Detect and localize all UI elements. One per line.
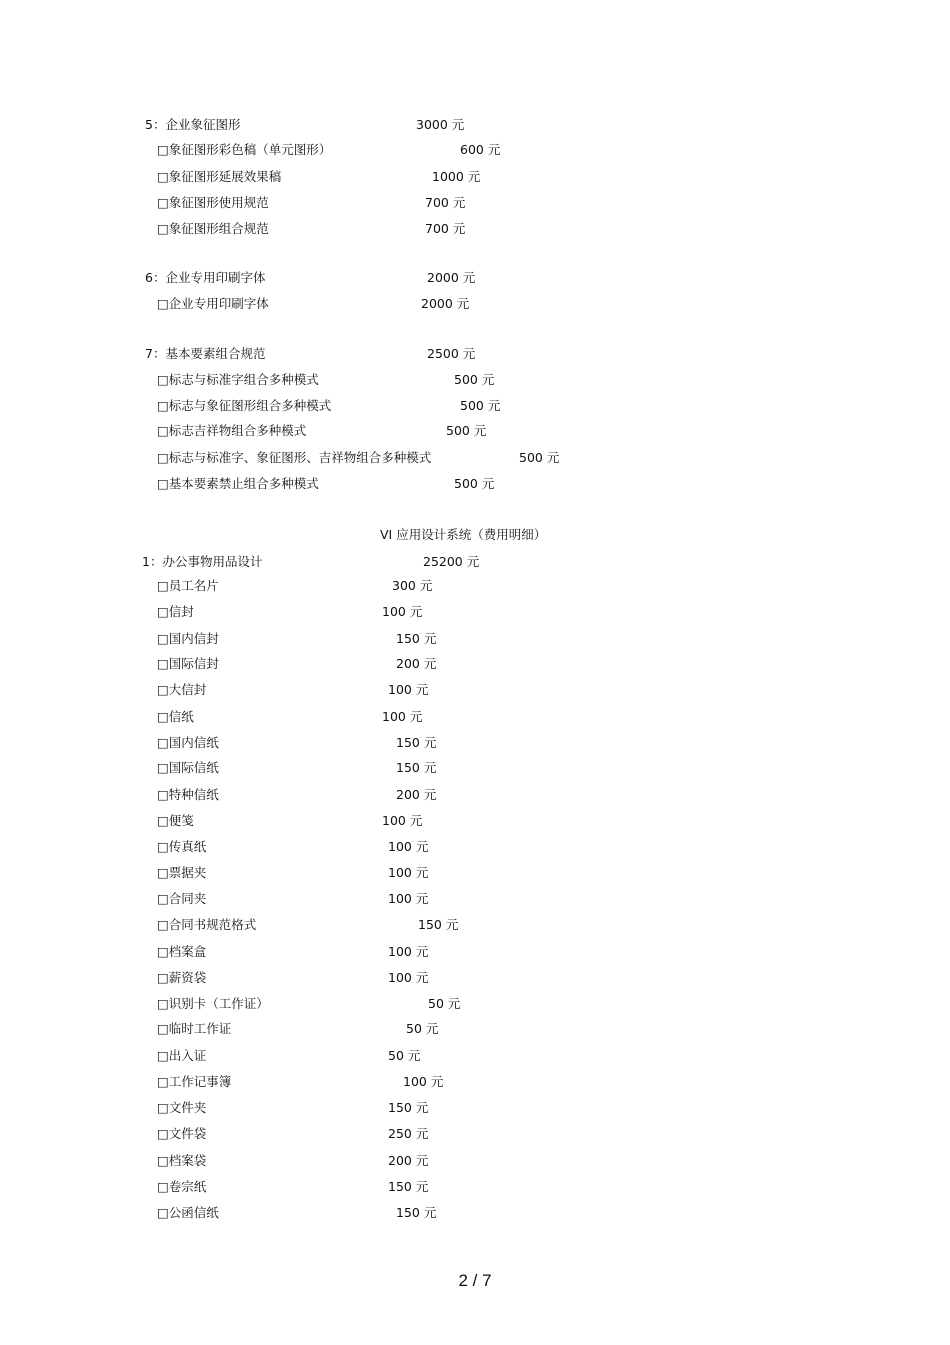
- item-price: 150 元: [418, 917, 459, 932]
- item-label: □国内信封: [157, 631, 219, 646]
- item-label: □文件夹: [157, 1100, 207, 1115]
- item-label: □信封: [157, 604, 194, 619]
- item-label: □文件袋: [157, 1126, 207, 1141]
- list-item: [0, 785, 950, 805]
- section-6-header: [0, 268, 950, 288]
- item-price: 150 元: [388, 1179, 429, 1194]
- list-item: [0, 576, 950, 596]
- list-item: [0, 1124, 950, 1144]
- list-item: [0, 370, 950, 390]
- list-item: [0, 968, 950, 988]
- item-label: □出入证: [157, 1048, 207, 1063]
- list-item: [0, 863, 950, 883]
- list-item: [0, 733, 950, 753]
- list-item: [0, 193, 950, 213]
- list-item: [0, 837, 950, 857]
- item-price: 150 元: [388, 1100, 429, 1115]
- item-price: 150 元: [396, 1205, 437, 1220]
- item-price: 100 元: [388, 944, 429, 959]
- item-label: 6：企业专用印刷字体: [145, 270, 266, 285]
- item-price: 600 元: [460, 142, 501, 157]
- item-price: 500 元: [446, 423, 487, 438]
- item-price: 100 元: [388, 839, 429, 854]
- item-price: 500 元: [454, 476, 495, 491]
- list-item: [0, 219, 950, 239]
- item-label: □信纸: [157, 709, 194, 724]
- list-item: [0, 1203, 950, 1223]
- item-price: 100 元: [382, 709, 423, 724]
- item-price: 2500 元: [427, 346, 476, 361]
- list-item: [0, 294, 950, 314]
- item-price: 250 元: [388, 1126, 429, 1141]
- item-label: □特种信纸: [157, 787, 219, 802]
- section-5-header: [0, 115, 950, 135]
- item-price: 2000 元: [427, 270, 476, 285]
- item-label: □国内信纸: [157, 735, 219, 750]
- list-item: [0, 707, 950, 727]
- list-item: [0, 474, 950, 494]
- item-label: □象征图形彩色稿（单元图形）: [157, 142, 332, 157]
- list-item: [0, 994, 950, 1014]
- item-price: 500 元: [460, 398, 501, 413]
- item-label: □档案袋: [157, 1153, 207, 1168]
- list-item: [0, 448, 950, 468]
- item-label: □票据夹: [157, 865, 207, 880]
- list-item: [0, 1046, 950, 1066]
- item-label: 5：企业象征图形: [145, 117, 241, 132]
- item-label: □识别卡（工作证）: [157, 996, 269, 1011]
- item-label: □国际信封: [157, 656, 219, 671]
- page-number: 2 / 7: [458, 1271, 492, 1290]
- item-label: □国际信纸: [157, 760, 219, 775]
- item-price: 200 元: [396, 787, 437, 802]
- item-label: 7：基本要素组合规范: [145, 346, 266, 361]
- item-label: □基本要素禁止组合多种模式: [157, 476, 319, 491]
- item-label: □公函信纸: [157, 1205, 219, 1220]
- item-price: 1000 元: [432, 169, 481, 184]
- list-item: [0, 1098, 950, 1118]
- item-label: □便笺: [157, 813, 194, 828]
- item-label: □大信封: [157, 682, 207, 697]
- item-price: 100 元: [388, 891, 429, 906]
- item-label: □合同书规范格式: [157, 917, 257, 932]
- list-item: [0, 1151, 950, 1171]
- item-label: □标志与象征图形组合多种模式: [157, 398, 332, 413]
- item-price: 100 元: [382, 604, 423, 619]
- section-7-header: [0, 344, 950, 364]
- list-item: [0, 629, 950, 649]
- item-price: 25200 元: [423, 554, 480, 569]
- item-price: 100 元: [388, 970, 429, 985]
- item-label: □合同夹: [157, 891, 207, 906]
- item-price: 100 元: [403, 1074, 444, 1089]
- list-item: [0, 889, 950, 909]
- item-label: □象征图形组合规范: [157, 221, 269, 236]
- item-label: 1：办公事物用品设计: [142, 554, 263, 569]
- item-label: □企业专用印刷字体: [157, 296, 269, 311]
- item-price: 150 元: [396, 631, 437, 646]
- item-price: 3000 元: [416, 117, 465, 132]
- item-label: □员工名片: [157, 578, 219, 593]
- list-item: [0, 167, 950, 187]
- item-label: □标志与标准字组合多种模式: [157, 372, 319, 387]
- item-price: 50 元: [406, 1021, 439, 1036]
- list-item: [0, 1019, 950, 1039]
- list-item: [0, 680, 950, 700]
- list-item: [0, 1177, 950, 1197]
- item-label: □象征图形使用规范: [157, 195, 269, 210]
- item-label: □传真纸: [157, 839, 207, 854]
- item-price: 200 元: [396, 656, 437, 671]
- item-label: □标志吉祥物组合多种模式: [157, 423, 307, 438]
- office-section-header: [0, 552, 950, 572]
- list-item: [0, 654, 950, 674]
- item-label: □档案盒: [157, 944, 207, 959]
- list-item: [0, 421, 950, 441]
- item-label: □标志与标准字、象征图形、吉祥物组合多种模式: [157, 450, 432, 465]
- list-item: [0, 758, 950, 778]
- item-label: □临时工作证: [157, 1021, 232, 1036]
- section-title: VI 应用设计系统（费用明细）: [380, 527, 547, 542]
- item-price: 500 元: [519, 450, 560, 465]
- list-item: [0, 915, 950, 935]
- list-item: [0, 1072, 950, 1092]
- list-item: [0, 942, 950, 962]
- item-label: □象征图形延展效果稿: [157, 169, 282, 184]
- item-price: 300 元: [392, 578, 433, 593]
- list-item: [0, 140, 950, 160]
- item-price: 100 元: [382, 813, 423, 828]
- item-price: 2000 元: [421, 296, 470, 311]
- item-label: □工作记事簿: [157, 1074, 232, 1089]
- item-price: 200 元: [388, 1153, 429, 1168]
- item-price: 50 元: [428, 996, 461, 1011]
- item-label: □薪资袋: [157, 970, 207, 985]
- item-price: 150 元: [396, 735, 437, 750]
- list-item: [0, 396, 950, 416]
- item-label: □卷宗纸: [157, 1179, 207, 1194]
- item-price: 150 元: [396, 760, 437, 775]
- item-price: 50 元: [388, 1048, 421, 1063]
- list-item: [0, 602, 950, 622]
- item-price: 500 元: [454, 372, 495, 387]
- item-price: 100 元: [388, 865, 429, 880]
- item-price: 100 元: [388, 682, 429, 697]
- item-price: 700 元: [425, 221, 466, 236]
- item-price: 700 元: [425, 195, 466, 210]
- list-item: [0, 811, 950, 831]
